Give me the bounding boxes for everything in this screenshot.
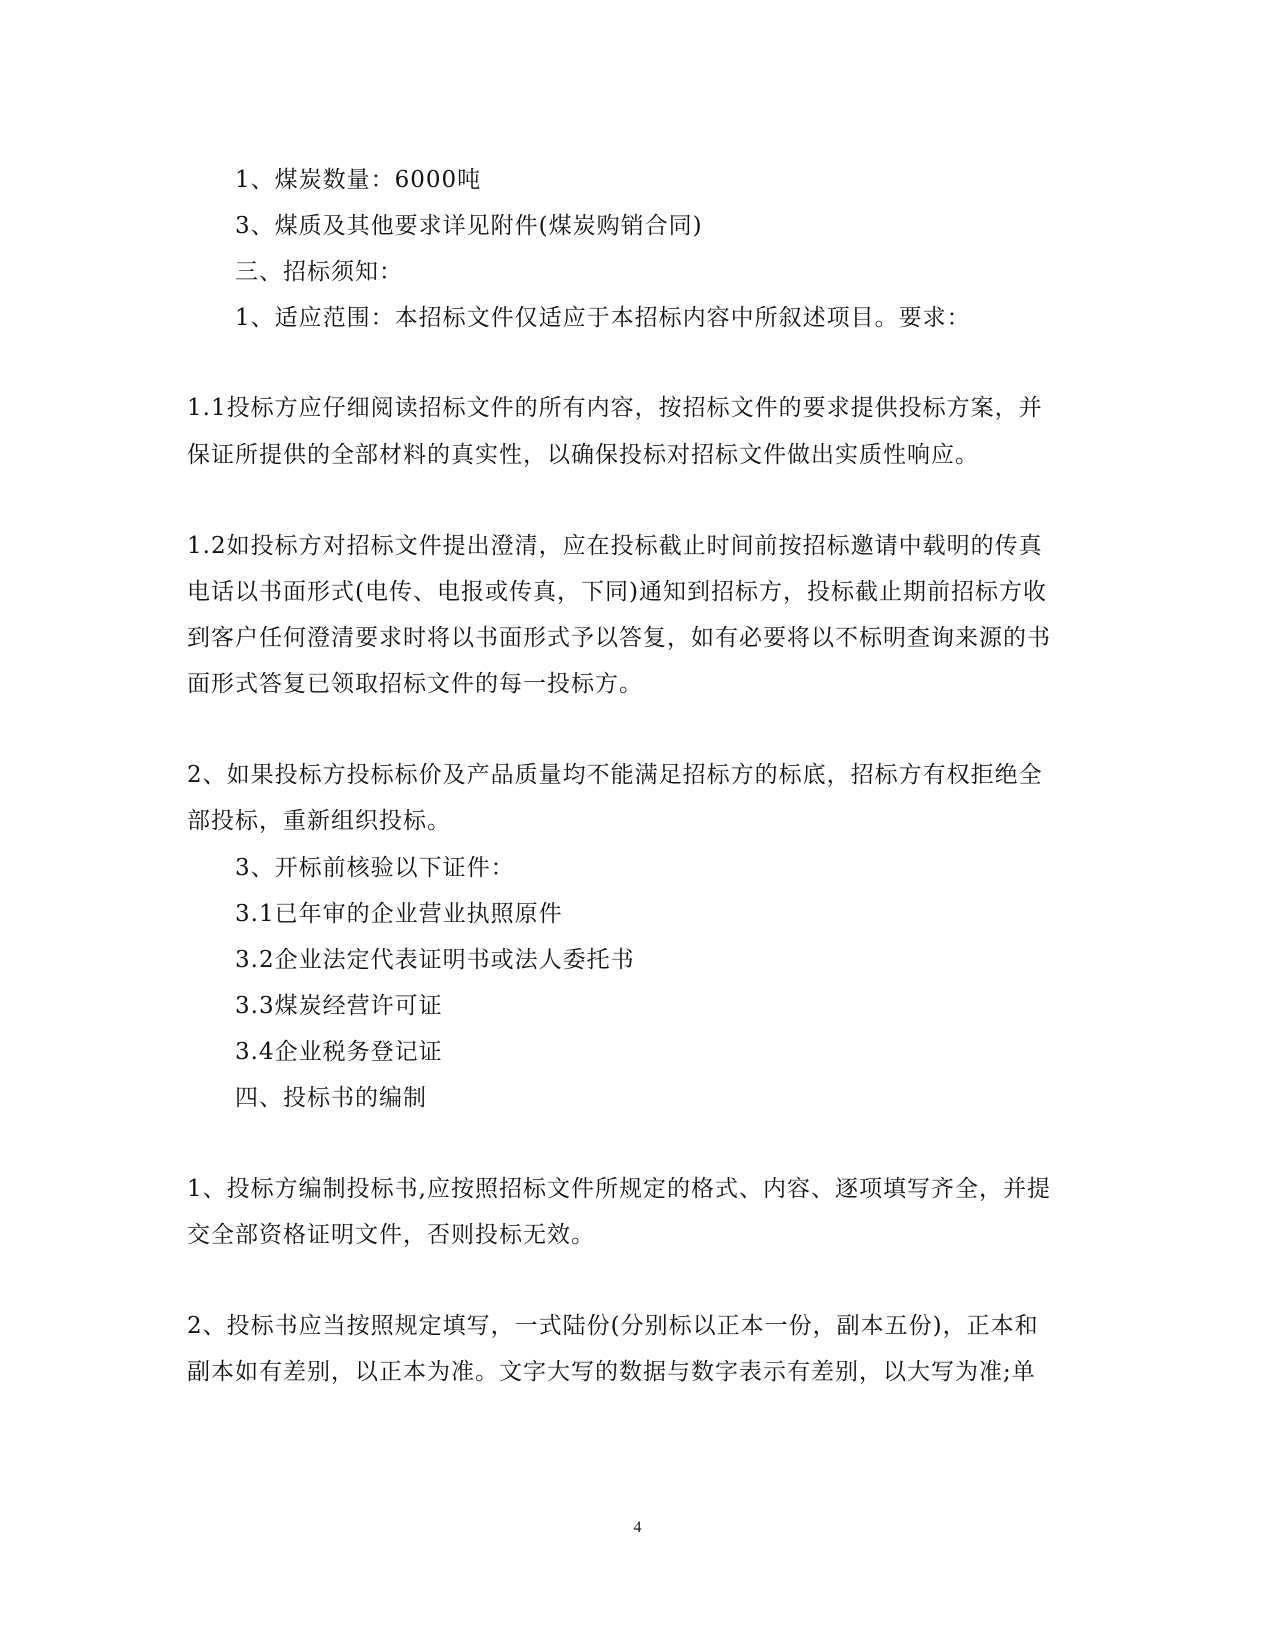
text-line: 1.2如投标方对招标文件提出澄清，应在投标截止时间前按招标邀请中载明的传真 (187, 533, 1043, 559)
text-line: 3.2企业法定代表证明书或法人委托书 (235, 947, 635, 973)
text-line: 3.3煤炭经营许可证 (235, 993, 443, 1019)
text-line: 1、煤炭数量：6000吨 (235, 167, 482, 193)
text-line: 3、煤质及其他要求详见附件(煤炭购销合同) (235, 213, 703, 239)
text-line: 保证所提供的全部材料的真实性，以确保投标对招标文件做出实质性响应。 (187, 442, 979, 468)
text-line: 3、开标前核验以下证件： (235, 855, 515, 881)
text-line: 副本如有差别，以正本为准。文字大写的数据与数字表示有差别，以大写为准;单 (187, 1359, 1036, 1385)
text-line: 部投标，重新组织投标。 (187, 808, 451, 834)
text-line: 面形式答复已领取招标文件的每一投标方。 (187, 671, 643, 697)
text-line: 1、适应范围：本招标文件仅适应于本招标内容中所叙述项目。要求： (235, 305, 971, 331)
text-line: 电话以书面形式(电传、电报或传真，下同)通知到招标方，投标截止期前招标方收 (187, 579, 1047, 605)
text-line: 1、投标方编制投标书,应按照招标文件所规定的格式、内容、逐项填写齐全，并提 (187, 1176, 1051, 1202)
text-line: 2、投标书应当按照规定填写，一式陆份(分别标以正本一份，副本五份)，正本和 (187, 1313, 1039, 1339)
text-line: 到客户任何澄清要求时将以书面形式予以答复，如有必要将以不标明查询来源的书 (187, 625, 1051, 651)
text-line: 1.1投标方应仔细阅读招标文件的所有内容，按招标文件的要求提供投标方案，并 (187, 395, 1043, 421)
text-line: 3.1已年审的企业营业执照原件 (235, 901, 563, 927)
section-heading: 四、投标书的编制 (235, 1085, 427, 1111)
text-line: 3.4企业税务登记证 (235, 1039, 443, 1065)
text-line: 2、如果投标方投标标价及产品质量均不能满足招标方的标底，招标方有权拒绝全 (187, 762, 1043, 788)
page-number: 4 (633, 1519, 642, 1536)
text-line: 交全部资格证明文件，否则投标无效。 (187, 1222, 595, 1248)
section-heading: 三、招标须知： (235, 259, 403, 285)
